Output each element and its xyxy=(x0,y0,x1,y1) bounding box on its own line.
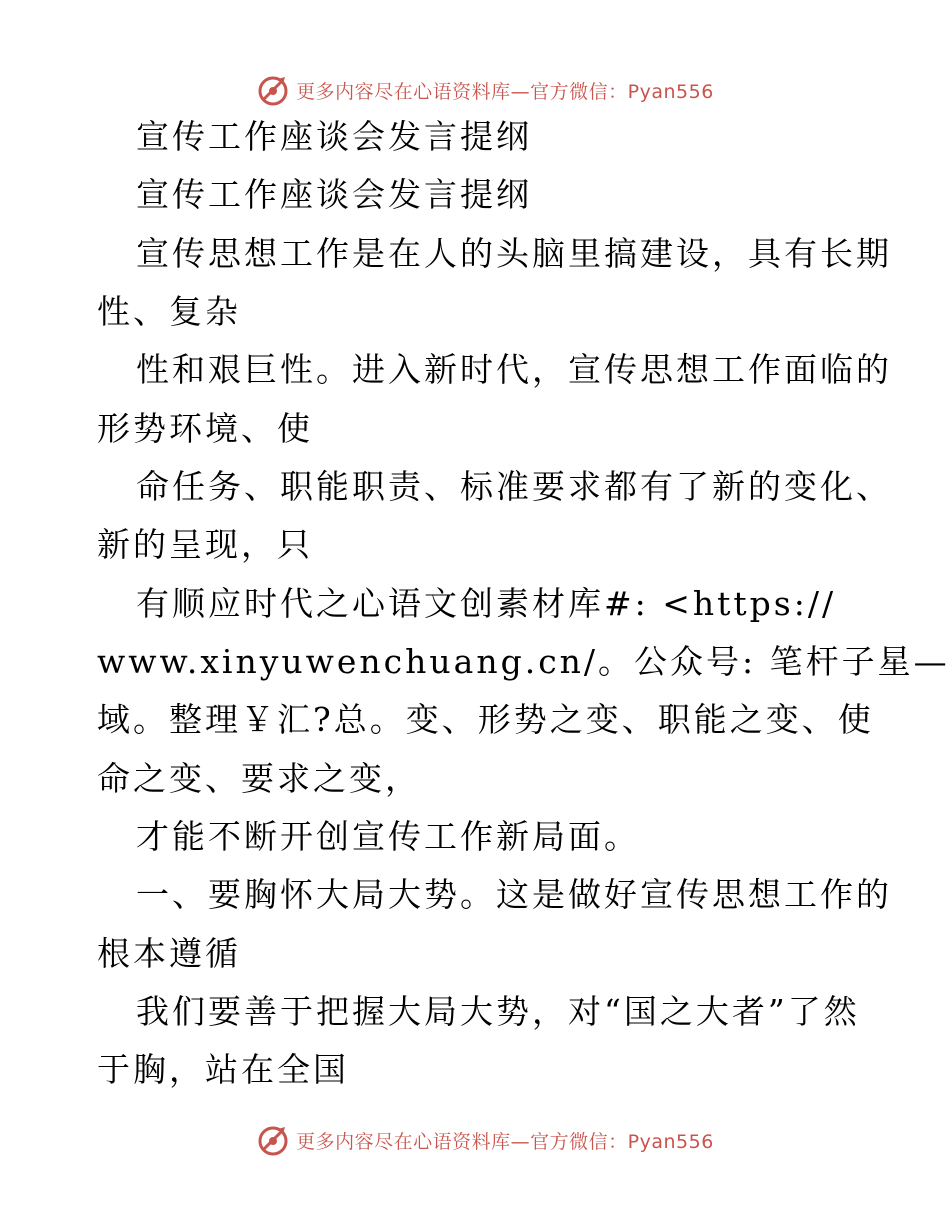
footer-watermark xyxy=(0,1120,950,1160)
doc-subtitle: 宣传工作座谈会发言提纲 xyxy=(136,175,532,214)
paragraph-line: 域。整理￥汇?总。变、形势之变、职能之变、使 xyxy=(97,700,874,739)
doc-title: 宣传工作座谈会发言提纲 xyxy=(136,117,532,156)
paragraph-line: 宣传思想工作是在人的头脑里搞建设，具有长期 xyxy=(136,234,892,273)
paragraph-line: 有顺应时代之心语文创素材库#: <https:// xyxy=(136,584,837,623)
paragraph-line: 命之变、要求之变， xyxy=(97,759,421,798)
paragraph-line: 新的呈现，只 xyxy=(97,525,313,564)
paragraph-line: 命任务、职能职责、标准要求都有了新的变化、 xyxy=(136,467,892,506)
paragraph-line: 于胸，站在全国 xyxy=(97,1050,349,1089)
header-watermark xyxy=(0,70,950,110)
watermark-text: 更多内容尽在心语资料库—官方微信：Pyan556 xyxy=(296,80,714,103)
paragraph-line: 我们要善于把握大局大势，对“国之大者”了然 xyxy=(136,992,860,1031)
brand-logo-icon xyxy=(256,73,290,107)
paragraph-line: 性、复杂 xyxy=(97,292,241,331)
paragraph-line: www.xinyuwenchuang.cn/。公众号: 笔杆子星— xyxy=(97,642,950,681)
paragraph-line: 形势环境、使 xyxy=(97,409,313,448)
paragraph-line: 性和艰巨性。进入新时代，宣传思想工作面临的 xyxy=(136,350,892,389)
brand-logo-icon xyxy=(256,1123,290,1157)
paragraph-line: 根本遵循 xyxy=(97,934,241,973)
paragraph-line: 才能不断开创宣传工作新局面。 xyxy=(136,817,640,856)
section-heading: 一、要胸怀大局大势。这是做好宣传思想工作的 xyxy=(136,875,892,914)
watermark-text: 更多内容尽在心语资料库—官方微信：Pyan556 xyxy=(296,1130,714,1153)
